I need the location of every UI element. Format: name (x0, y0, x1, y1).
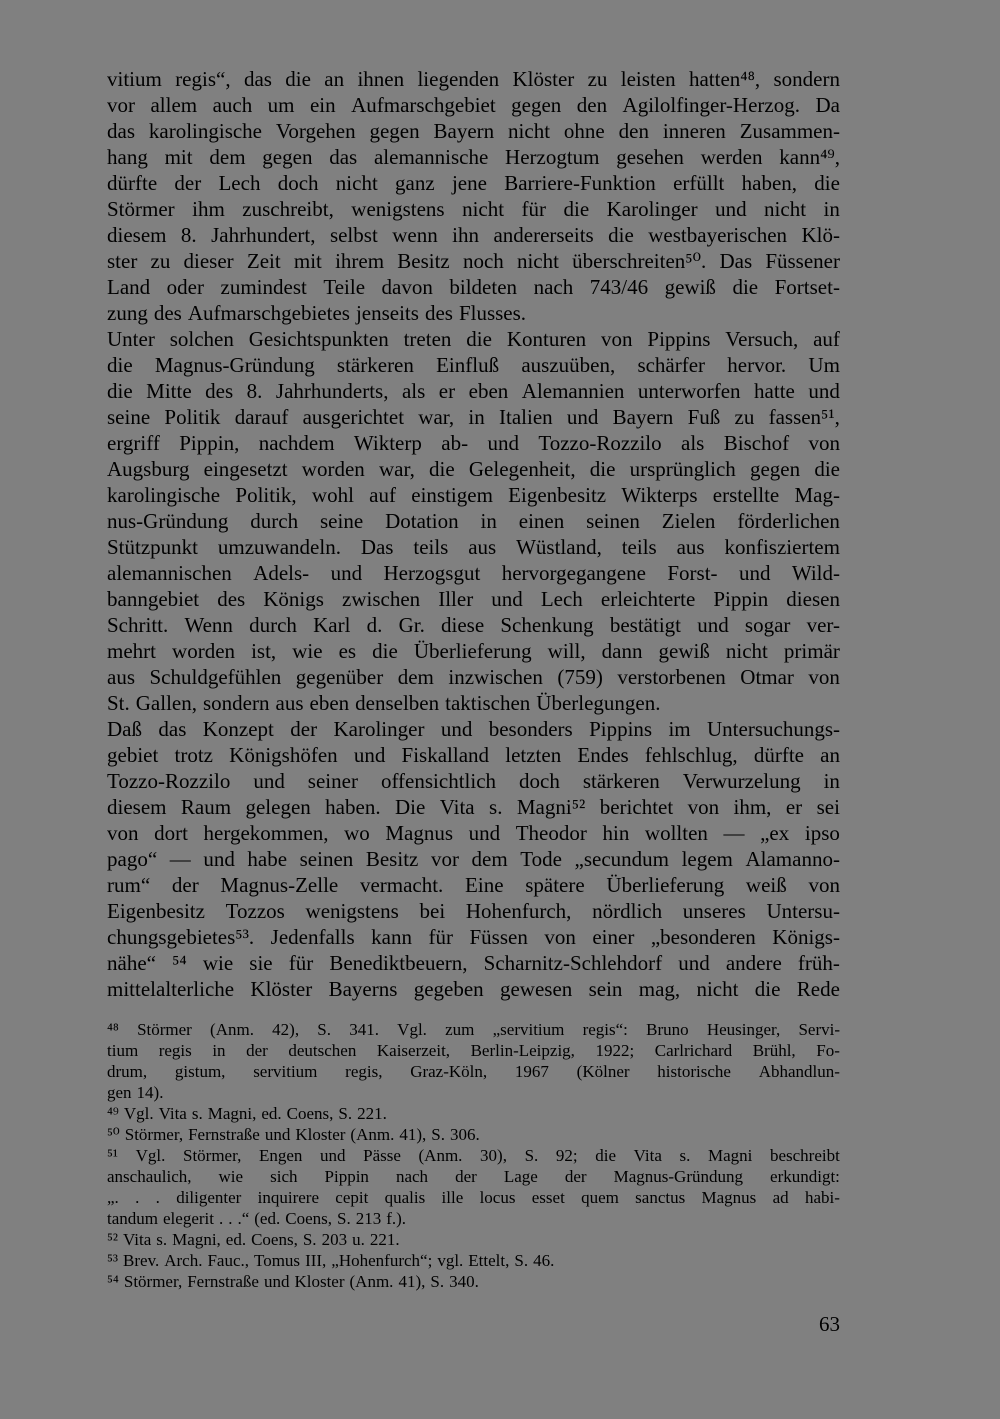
footnote-line: ⁵⁴ Störmer, Fernstraße und Kloster (Anm. 41), S. 340. (107, 1272, 479, 1291)
body-line: das karolingische Vorgehen gegen Bayern nicht ohne den inneren Zusammen- (107, 119, 840, 143)
body-line: Störmer ihm zuschreibt, wenigstens nicht für die Karolinger und nicht in (107, 197, 840, 221)
footnote-line: ⁵¹ Vgl. Störmer, Engen und Pässe (Anm. 30), S. 92; die Vita s. Magni beschreibt (107, 1146, 840, 1165)
footnote-line: anschaulich, wie sich Pippin nach der Lage der Magnus-Gründung erkundigt: (107, 1167, 840, 1186)
footnote-line: „. . . diligenter inquirere cepit qualis ille locus esset quem sanctus Magnus ad habi- (107, 1188, 840, 1207)
body-line: mittelalterliche Klöster Bayerns gegeben gewesen sein mag, nicht die Rede (107, 977, 840, 1001)
body-line: chungsgebietes⁵³. Jedenfalls kann für Füssen von einer „besonderen Königs- (107, 925, 840, 949)
body-line: die Mitte des 8. Jahrhunderts, als er eben Alemannien unterworfen hatte und (107, 379, 840, 403)
body-line: Augsburg eingesetzt worden war, die Gelegenheit, die ursprünglich gegen die (107, 457, 840, 481)
body-line: diesem 8. Jahrhundert, selbst wenn ihn andererseits die westbayerischen Klö- (107, 223, 840, 247)
footnote-line: ⁵⁰ Störmer, Fernstraße und Kloster (Anm. 41), S. 306. (107, 1125, 480, 1144)
body-line: banngebiet des Königs zwischen Iller und Lech erleichterte Pippin diesen (107, 587, 840, 611)
body-line: aus Schuldgefühlen gegenüber dem inzwischen (759) verstorbenen Otmar von (107, 665, 840, 689)
footnote-line: drum, gistum, servitium regis, Graz-Köln, 1967 (Kölner historische Abhandlun- (107, 1062, 840, 1081)
body-line: nus-Gründung durch seine Dotation in einen seinen Zielen förderlichen (107, 509, 840, 533)
footnote-line: tium regis in der deutschen Kaiserzeit, Berlin-Leipzig, 1922; Carlrichard Brühl, Fo- (107, 1041, 840, 1060)
body-line: von dort hergekommen, wo Magnus und Theodor hin wollten — „ex ipso (107, 821, 840, 845)
body-line: vor allem auch um ein Aufmarschgebiet gegen den Agilolfinger-Herzog. Da (107, 93, 840, 117)
body-line: zung des Aufmarschgebietes jenseits des Flusses. (107, 301, 527, 325)
body-line: gebiet trotz Königshöfen und Fiskalland letzten Endes fehlschlug, dürfte an (107, 743, 840, 767)
page-number: 63 (819, 1312, 840, 1336)
body-line: ergriff Pippin, nachdem Wikterp ab- und Tozzo-Rozzilo als Bischof von (107, 431, 840, 455)
body-line: seine Politik darauf ausgerichtet war, in Italien und Bayern Fuß zu fassen⁵¹, (107, 405, 840, 429)
body-line: rum“ der Magnus-Zelle vermacht. Eine spätere Überlieferung weiß von (107, 873, 840, 897)
body-line: mehrt worden ist, wie es die Überlieferung will, dann gewiß nicht primär (107, 639, 840, 663)
footnote-line: ⁵³ Brev. Arch. Fauc., Tomus III, „Hohenfurch“; vgl. Ettelt, S. 46. (107, 1251, 555, 1270)
footnotes (107, 1019, 840, 1292)
footnote-line: tandum elegerit . . .“ (ed. Coens, S. 213 f.). (107, 1209, 407, 1228)
body-line: vitium regis“, das die an ihnen liegenden Klöster zu leisten hatten⁴⁸, sondern (107, 67, 840, 91)
body-line: nähe“ ⁵⁴ wie sie für Benediktbeuern, Scharnitz-Schlehdorf und andere früh- (107, 951, 840, 975)
footnote-line: ⁵² Vita s. Magni, ed. Coens, S. 203 u. 221. (107, 1230, 400, 1249)
body-line: Land oder zumindest Teile davon bildeten nach 743/46 gewiß die Fortset- (107, 275, 840, 299)
body-line: St. Gallen, sondern aus eben denselben taktischen Überlegungen. (107, 691, 661, 715)
body-line: Daß das Konzept der Karolinger und besonders Pippins im Untersuchungs- (107, 717, 840, 741)
body-line: karolingische Politik, wohl auf einstigem Eigenbesitz Wikterps erstellte Mag- (107, 483, 840, 507)
body-line: Unter solchen Gesichtspunkten treten die Konturen von Pippins Versuch, auf (107, 327, 840, 351)
body-line: die Magnus-Gründung stärkeren Einfluß auszuüben, schärfer hervor. Um (107, 353, 840, 377)
body-line: pago“ — und habe seinen Besitz vor dem Tode „secundum legem Alamanno- (107, 847, 840, 871)
body-text (107, 66, 840, 1002)
body-line: hang mit dem gegen das alemannische Herzogtum gesehen werden kann⁴⁹, (107, 145, 840, 169)
body-line: ster zu dieser Zeit mit ihrem Besitz noch nicht überschreiten⁵⁰. Das Füssener (107, 249, 840, 273)
body-line: dürfte der Lech doch nicht ganz jene Barriere-Funktion erfüllt haben, die (107, 171, 840, 195)
footnote-line: ⁴⁹ Vgl. Vita s. Magni, ed. Coens, S. 221. (107, 1104, 387, 1123)
footnote-line: ⁴⁸ Störmer (Anm. 42), S. 341. Vgl. zum „servitium regis“: Bruno Heusinger, Servi- (107, 1020, 840, 1039)
body-line: Eigenbesitz Tozzos wenigstens bei Hohenfurch, nördlich unseres Untersu- (107, 899, 840, 923)
footnote-line: gen 14). (107, 1083, 164, 1102)
body-line: Stützpunkt umzuwandeln. Das teils aus Wüstland, teils aus konfisziertem (107, 535, 840, 559)
body-line: Tozzo-Rozzilo und seiner offensichtlich doch stärkeren Verwurzelung in (107, 769, 840, 793)
body-line: diesem Raum gelegen haben. Die Vita s. Magni⁵² berichtet von ihm, er sei (107, 795, 840, 819)
body-line: Schritt. Wenn durch Karl d. Gr. diese Schenkung bestätigt und sogar ver- (107, 613, 840, 637)
body-line: alemannischen Adels- und Herzogsgut hervorgegangene Forst- und Wild- (107, 561, 840, 585)
